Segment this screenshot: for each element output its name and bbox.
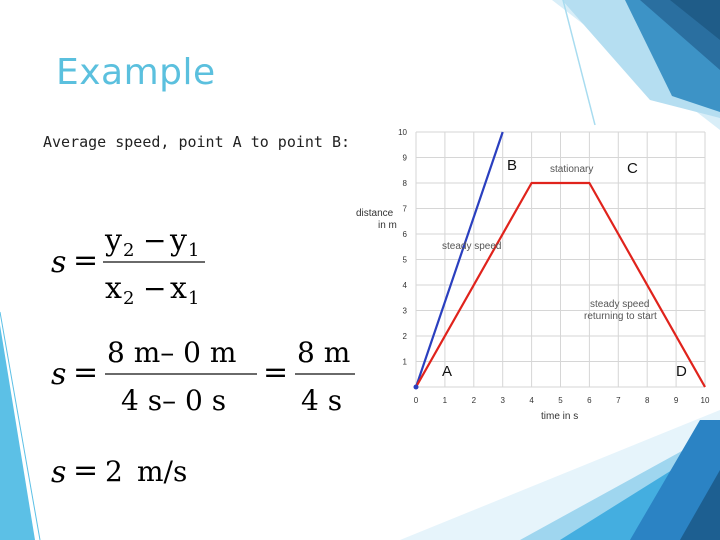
- point-label-d: D: [676, 363, 687, 380]
- chart-xtick-label: 8: [644, 396, 650, 405]
- formula3-unit: m/s: [137, 455, 188, 488]
- point-label-a: A: [442, 363, 453, 380]
- formula1-num-y1: y: [170, 223, 187, 258]
- formula2-equals2: =: [263, 355, 289, 390]
- deco-shape-left-edge: [0, 325, 35, 540]
- formula1-lhs: s: [51, 245, 67, 280]
- formula1-num-y2-sub: 2: [123, 240, 135, 261]
- formula3-lhs: s: [51, 455, 67, 490]
- distance-time-chart: [352, 120, 720, 430]
- formula1-den-x1: x: [170, 271, 187, 306]
- chart-xtick-label: 4: [529, 396, 534, 405]
- formula-general: [45, 222, 215, 312]
- formula2-den1: 4 s– 0 s: [121, 384, 227, 417]
- formula1-den-x1-sub: 1: [188, 288, 200, 309]
- formula2-lhs: s: [51, 357, 67, 392]
- chart-xtick-label: 10: [700, 396, 710, 405]
- chart-xtick-label: 6: [587, 396, 592, 405]
- formula-substituted: [45, 330, 365, 420]
- annotation-return-line1: steady speed: [590, 299, 650, 310]
- chart-ytick-label: 8: [402, 179, 407, 188]
- chart-xtick-label: 9: [673, 396, 679, 405]
- formula1-num-minus: −: [143, 224, 167, 257]
- slide-subtitle: Average speed, point A to point B:: [43, 133, 351, 151]
- chart-ylabel-line2: in m: [378, 220, 397, 231]
- chart-xtick-label: 7: [616, 396, 621, 405]
- chart-ytick-label: 9: [402, 153, 407, 163]
- formula1-den-x2-sub: 2: [123, 288, 135, 309]
- formula1-den-minus: −: [143, 272, 167, 305]
- chart-ytick-label: 5: [402, 255, 407, 265]
- chart-xtick-label: 1: [442, 396, 448, 405]
- chart-xtick-label: 2: [471, 396, 477, 405]
- formula2-num1: 8 m– 0 m: [107, 336, 237, 369]
- formula2-den2: 4 s: [301, 384, 343, 417]
- annotation-steady-speed: steady speed: [442, 241, 502, 252]
- formula1-num-y2: y: [105, 223, 122, 258]
- point-label-b: B: [507, 157, 518, 174]
- annotation-stationary: stationary: [550, 164, 594, 175]
- chart-ytick-label: 4: [402, 281, 407, 290]
- chart-ytick-label: 3: [402, 306, 407, 316]
- chart-origin-point: [414, 385, 419, 390]
- chart-ytick-label: 10: [398, 128, 407, 137]
- point-label-c: C: [627, 160, 638, 177]
- formula3-value: 2: [105, 455, 123, 488]
- chart-ylabel-line1: distance: [356, 208, 394, 219]
- chart-ytick-label: 1: [402, 357, 407, 367]
- slide-title: Example: [56, 52, 216, 93]
- chart-ytick-label: 6: [402, 230, 407, 239]
- formula1-equals: =: [73, 243, 99, 278]
- formula-result: [45, 448, 215, 498]
- formula3-equals: =: [73, 453, 99, 488]
- chart-xtick-label: 0: [413, 396, 419, 405]
- formula1-num-y1-sub: 1: [188, 240, 200, 261]
- formula2-equals: =: [73, 355, 99, 390]
- formula1-den-x2: x: [105, 271, 122, 306]
- chart-xtick-label: 5: [558, 396, 563, 405]
- chart-ytick-label: 2: [402, 332, 407, 341]
- chart-xlabel: time in s: [541, 411, 579, 422]
- annotation-return-line2: returning to start: [584, 311, 657, 322]
- chart-xtick-label: 3: [500, 396, 505, 405]
- chart-ytick-label: 7: [402, 204, 407, 214]
- formula2-num2: 8 m: [297, 336, 351, 369]
